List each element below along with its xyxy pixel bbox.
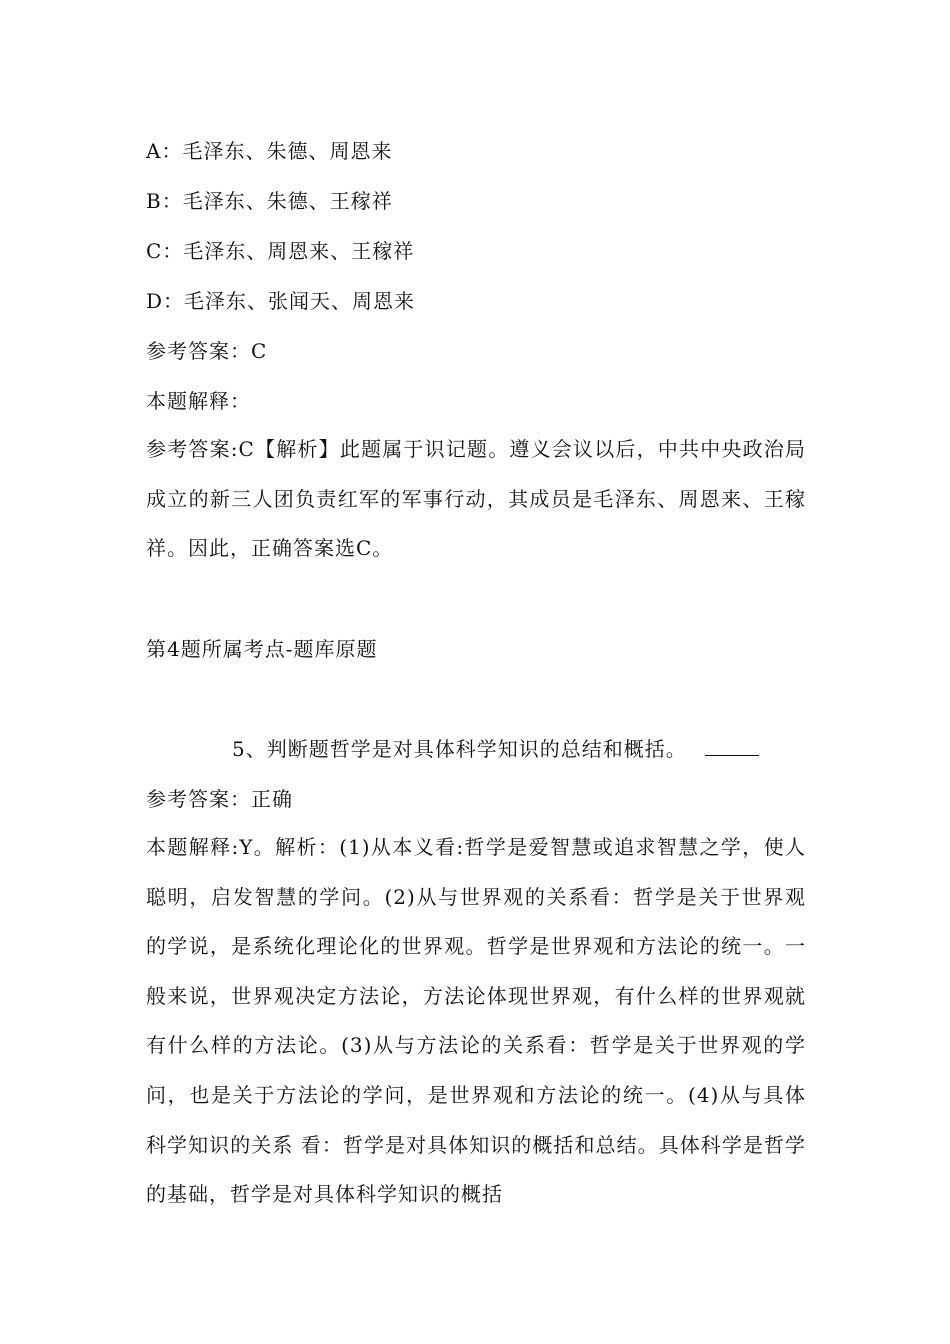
q4-topic: 第4题所属考点-题库原题 xyxy=(146,637,378,661)
q4-explanation-label: 本题解释： xyxy=(146,389,251,413)
q5-stem-row xyxy=(232,735,792,763)
answer-blank xyxy=(705,735,759,756)
option-a: A：毛泽东、朱德、周恩来 xyxy=(146,139,393,163)
q5-explanation: 本题解释:Y。解析：(1)从本义看:哲学是爱智慧或追求智慧之学，使人聪明，启发智慧的学问。(2)从与世界观的关系看：哲学是关于世界观的学说，是系统化理论化的世界观。哲学是世界观和方法论的统一。一般来说，世界观决定方法论，方法论体现世界观，有什么样的世界观就有什么样的方法论。(3)从与方法论的关系看：哲学是关于世界观的学问，也是关于方法论的学问，是世界观和方法论的统一。(4)从与具体科学知识的关系 看：哲学是对具体知识的概括和总结。具体科学是哲学的基础，哲学是对具体科学知识的概括 xyxy=(146,835,806,1207)
option-b: B：毛泽东、朱德、王稼祥 xyxy=(146,189,393,213)
q5-stem: 5、判断题哲学是对具体科学知识的总结和概括。 xyxy=(232,737,687,761)
option-d: D：毛泽东、张闻天、周恩来 xyxy=(146,289,416,313)
q4-answer: 参考答案：C xyxy=(146,339,268,363)
q5-answer: 参考答案：正确 xyxy=(146,787,293,811)
q4-explanation: 参考答案:C【解析】此题属于识记题。遵义会议以后，中共中央政治局成立的新三人团负责红军的军事行动，其成员是毛泽东、周恩来、王稼祥。因此，正确答案选C。 xyxy=(146,437,806,561)
option-c: C：毛泽东、周恩来、王稼祥 xyxy=(146,239,415,263)
